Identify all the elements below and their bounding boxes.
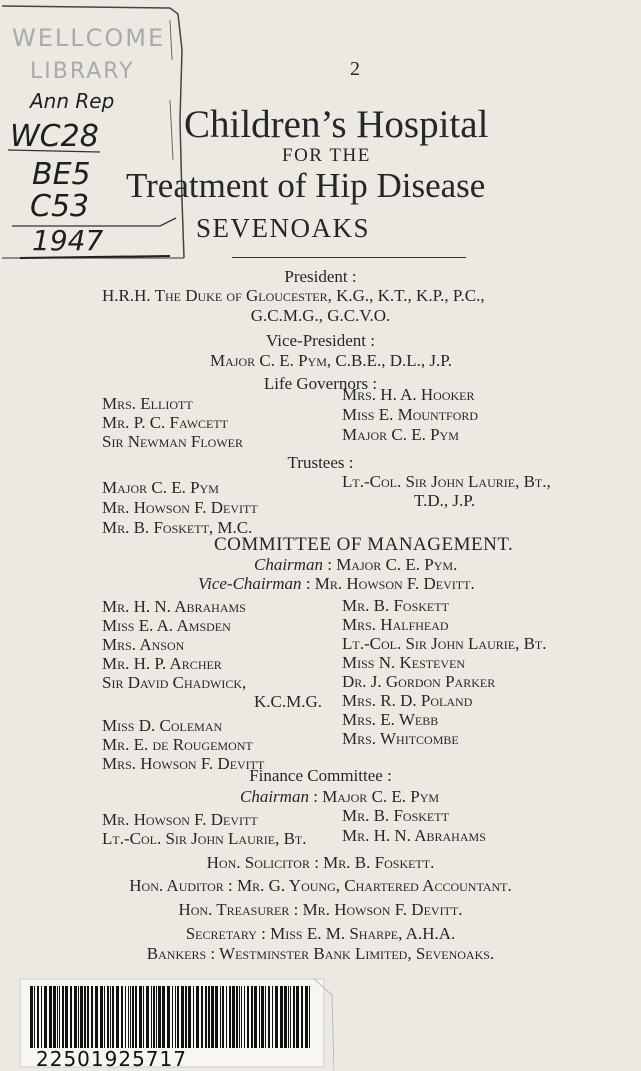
title-line3: Treatment of Hip Disease <box>126 166 486 205</box>
barcode-bar <box>254 986 257 1048</box>
finance-chairman-label: Chairman <box>240 787 309 806</box>
life-governor-left-2: Mr. P. C. Fawcett <box>102 413 229 432</box>
finance-right-2: Mr. H. N. Abrahams <box>342 826 486 845</box>
barcode-bar <box>65 986 68 1048</box>
title-line4: SEVENOAKS <box>196 213 371 243</box>
trustee-left-1: Major C. E. Pym <box>102 478 219 497</box>
barcode-bar <box>211 986 214 1048</box>
barcode-bar <box>57 986 58 1048</box>
hon-treasurer: Hon. Treasurer : Mr. Howson F. Devitt. <box>178 900 463 919</box>
barcode-bar <box>296 986 299 1048</box>
barcode-bar <box>139 986 142 1048</box>
life-governor-right-3: Major C. E. Pym <box>342 425 459 444</box>
committee-right-7: Mrs. E. Webb <box>342 710 439 729</box>
barcode-bar <box>125 986 126 1048</box>
committee-vice-chairman-name: : Mr. Howson F. Devitt. <box>305 574 475 593</box>
committee-heading: COMMITTEE OF MANAGEMENT. <box>214 534 514 555</box>
barcode-bar <box>301 986 303 1048</box>
trustee-right-1: Lt.-Col. Sir John Laurie, Bt., <box>342 472 551 491</box>
barcode-bar <box>116 986 119 1048</box>
barcode-bar <box>215 986 218 1048</box>
barcode-bar <box>53 986 56 1048</box>
barcode-bar <box>265 986 266 1048</box>
barcode-bar <box>241 986 242 1048</box>
barcode-bar <box>244 986 245 1048</box>
barcode-bar <box>128 986 129 1048</box>
trustee-left-2: Mr. Howson F. Devitt <box>102 498 258 517</box>
handwritten-line5: 1947 <box>32 224 104 257</box>
barcode-bar <box>251 986 253 1048</box>
committee-chairman-label: Chairman <box>254 555 323 574</box>
barcode-bar <box>70 986 72 1048</box>
committee-vice-chairman <box>198 574 475 594</box>
barcode-bar <box>268 986 270 1048</box>
handwritten-line1: Ann Rep <box>30 89 115 113</box>
barcode-bar <box>259 986 260 1048</box>
barcode-bar <box>132 986 134 1048</box>
barcode-bar <box>87 986 89 1048</box>
barcode-bar <box>34 986 35 1048</box>
barcode-bar <box>104 986 105 1048</box>
library-stamp <box>0 0 192 262</box>
committee-left-4: Mr. H. P. Archer <box>102 654 222 673</box>
barcode-bar <box>44 986 47 1048</box>
barcode-bar <box>167 986 170 1048</box>
barcode-bar <box>95 986 98 1048</box>
barcode-label <box>14 975 334 1071</box>
barcode-bar <box>196 986 199 1048</box>
handwritten-line2: WC28 <box>10 119 99 154</box>
committee-left-9: Mrs. Howson F. Devitt <box>102 754 265 773</box>
barcode-bar <box>188 986 191 1048</box>
stamp-text-line1: WELLCOME <box>12 24 166 52</box>
committee-right-4: Miss N. Kesteven <box>342 653 466 672</box>
committee-right-5: Dr. J. Gordon Parker <box>342 672 496 691</box>
barcode-bar <box>91 986 93 1048</box>
committee-left-6: K.C.M.G. <box>254 692 323 711</box>
barcode-bars <box>30 986 312 1048</box>
barcode-bar <box>143 986 144 1048</box>
barcode-bar <box>62 986 64 1048</box>
barcode-bar <box>80 986 83 1048</box>
life-governor-right-2: Miss E. Mountford <box>342 405 479 424</box>
life-governor-left-1: Mrs. Elliott <box>102 394 193 413</box>
page-number: 2 <box>350 58 360 80</box>
finance-chairman-name: : Major C. E. Pym <box>313 787 440 806</box>
committee-right-3: Lt.-Col. Sir John Laurie, Bt. <box>342 634 547 653</box>
barcode-bar <box>121 986 123 1048</box>
barcode-bar <box>112 986 114 1048</box>
barcode-bar <box>37 986 39 1048</box>
bankers: Bankers : Westminster Bank Limited, Sevenoaks. <box>146 944 495 963</box>
barcode-bar <box>84 986 86 1048</box>
barcode-bar <box>78 986 79 1048</box>
committee-right-1: Mr. B. Foskett <box>342 596 449 615</box>
barcode-bar <box>309 986 310 1048</box>
vice-president-name: Major C. E. Pym, C.B.E., D.L., J.P. <box>210 351 453 370</box>
barcode-bar <box>177 986 179 1048</box>
barcode-bar <box>59 986 60 1048</box>
barcode-bar <box>146 986 149 1048</box>
barcode-bar <box>107 986 109 1048</box>
barcode-bar <box>284 986 287 1048</box>
president-line1: H.R.H. The Duke of Gloucester, K.G., K.T., K.P., P.C., <box>102 286 485 305</box>
committee-left-5: Sir David Chadwick, <box>102 673 247 692</box>
barcode-bar <box>222 986 224 1048</box>
barcode-bar <box>236 986 238 1048</box>
barcode-bar <box>290 986 291 1048</box>
barcode-bar <box>175 986 176 1048</box>
barcode-bar <box>305 986 308 1048</box>
committee-vice-chairman-label: Vice-Chairman <box>198 574 302 593</box>
barcode-bar <box>232 986 235 1048</box>
barcode-bar <box>130 986 131 1048</box>
barcode-bar <box>261 986 264 1048</box>
vice-president-heading: Vice-President : <box>266 331 375 350</box>
barcode-bar <box>30 986 33 1048</box>
barcode-bar <box>193 986 194 1048</box>
barcode-bar <box>226 986 227 1048</box>
finance-left-1: Mr. Howson F. Devitt <box>102 810 258 829</box>
barcode-bar <box>49 986 52 1048</box>
barcode-bar <box>172 986 173 1048</box>
barcode-bar <box>229 986 231 1048</box>
barcode-bar <box>293 986 295 1048</box>
barcode-bar <box>158 986 161 1048</box>
barcode-number: 22501925717 <box>36 1047 187 1071</box>
president-heading: President : <box>284 267 357 286</box>
life-governors-heading: Life Governors : <box>263 374 378 393</box>
title-divider <box>232 257 466 258</box>
committee-right-6: Mrs. R. D. Poland <box>342 691 473 710</box>
committee-left-2: Miss E. A. Amsden <box>102 616 231 635</box>
handwritten-line3: BE5 <box>32 157 91 192</box>
committee-chairman <box>254 555 457 575</box>
barcode-bar <box>181 986 184 1048</box>
barcode-bar <box>162 986 165 1048</box>
barcode-bar <box>239 986 240 1048</box>
barcode-bar <box>220 986 221 1048</box>
barcode-bar <box>185 986 187 1048</box>
committee-left-1: Mr. H. N. Abrahams <box>102 597 246 616</box>
handwritten-line4: C53 <box>30 189 90 224</box>
committee-left-8: Mr. E. de Rougemont <box>102 735 253 754</box>
barcode-bar <box>272 986 273 1048</box>
barcode-bar <box>288 986 289 1048</box>
barcode-bar <box>156 986 157 1048</box>
trustees-heading: Trustees : <box>287 453 354 472</box>
finance-heading: Finance Committee : <box>249 766 392 785</box>
barcode-bar <box>135 986 137 1048</box>
barcode-bar <box>153 986 155 1048</box>
committee-right-8: Mrs. Whitcombe <box>342 729 459 748</box>
president-line2: G.C.M.G., G.C.V.O. <box>250 306 391 325</box>
finance-left-2: Lt.-Col. Sir John Laurie, Bt. <box>102 829 307 848</box>
committee-chairman-name: : Major C. E. Pym. <box>327 555 458 574</box>
finance-right-1: Mr. B. Foskett <box>342 806 449 825</box>
committee-right-2: Mrs. Halfhead <box>342 615 449 634</box>
stamp-text-line2: LIBRARY <box>30 59 135 84</box>
barcode-bar <box>100 986 103 1048</box>
barcode-bar <box>110 986 111 1048</box>
hon-solicitor: Hon. Solicitor : Mr. B. Foskett. <box>206 853 435 872</box>
finance-chairman <box>240 787 439 807</box>
title-line2: FOR THE <box>282 145 371 166</box>
barcode-bar <box>247 986 249 1048</box>
hon-auditor: Hon. Auditor : Mr. G. Young, Chartered Accountant. <box>129 876 512 895</box>
barcode-bar <box>74 986 77 1048</box>
title-line1: Children’s Hospital <box>184 103 489 146</box>
committee-left-7: Miss D. Coleman <box>102 716 223 735</box>
barcode-bar <box>280 986 283 1048</box>
barcode-bar <box>275 986 278 1048</box>
barcode-bar <box>41 986 42 1048</box>
life-governor-left-3: Sir Newman Flower <box>102 432 244 451</box>
barcode-bar <box>151 986 152 1048</box>
trustee-left-3: Mr. B. Foskett, M.C. <box>102 518 253 537</box>
committee-left-3: Mrs. Anson <box>102 635 185 654</box>
life-governor-right-1: Mrs. H. A. Hooker <box>342 385 475 404</box>
barcode-bar <box>201 986 203 1048</box>
barcode-bar <box>205 986 207 1048</box>
trustee-right-2: T.D., J.P. <box>414 491 476 510</box>
secretary: Secretary : Miss E. M. Sharpe, A.H.A. <box>185 924 456 943</box>
barcode-bar <box>208 986 210 1048</box>
